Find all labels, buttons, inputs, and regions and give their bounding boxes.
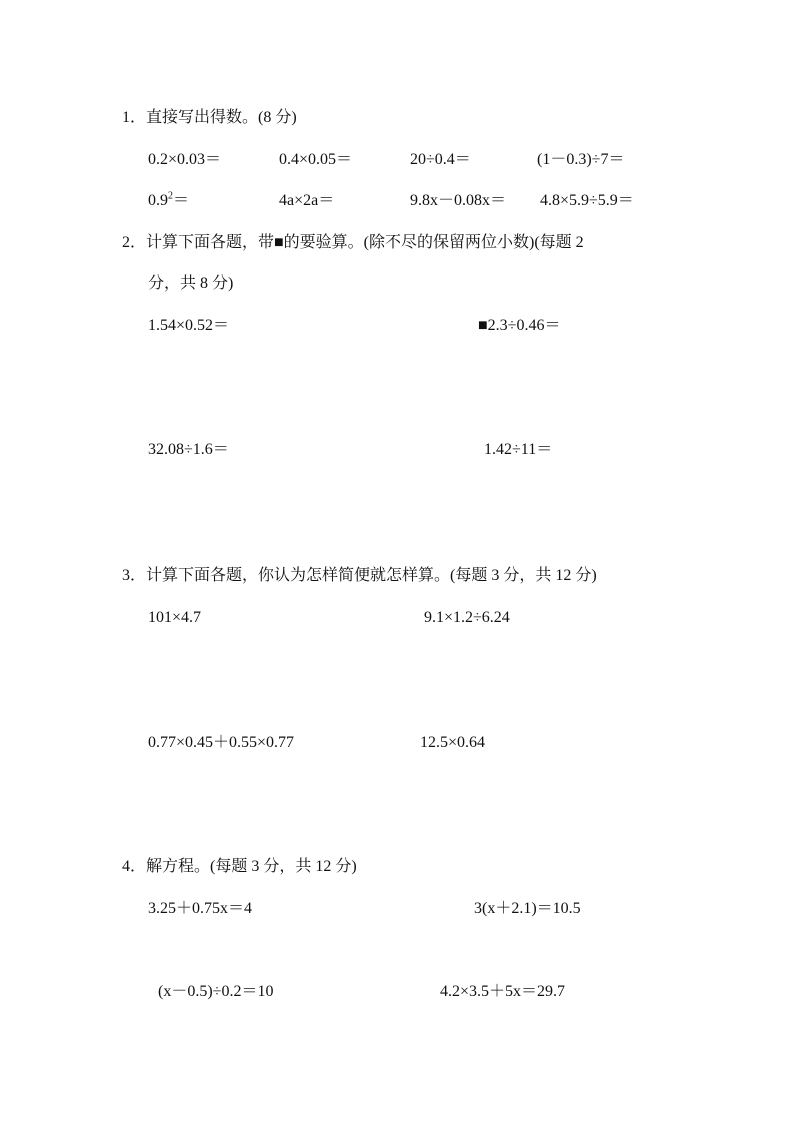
q1-expression-5-base: 0.9: [148, 192, 168, 209]
q1-expression-5-exponent: 2: [168, 190, 173, 202]
q1-expression-8: 4.8×5.9÷5.9＝: [540, 192, 634, 209]
q3-item-4: 12.5×0.64: [420, 734, 486, 751]
q4-equation-1: 3.25＋0.75x＝4: [148, 900, 253, 917]
q1-expression-4: (1－0.3)÷7＝: [537, 151, 625, 168]
q4-equation-3: (x－0.5)÷0.2＝10: [158, 983, 274, 1000]
question-3-title: 3．计算下面各题，你认为怎样简便就怎样算。(每题 3 分，共 12 分): [122, 567, 597, 584]
q2-item-1: 1.54×0.52＝: [148, 317, 230, 334]
q3-item-2: 9.1×1.2÷6.24: [424, 609, 510, 626]
q2-item-3: 32.08÷1.6＝: [148, 441, 229, 458]
q4-equation-2: 3(x＋2.1)＝10.5: [474, 900, 581, 917]
q3-item-1: 101×4.7: [148, 609, 202, 626]
q1-expression-2: 0.4×0.05＝: [279, 151, 353, 168]
q2-item-2: ■2.3÷0.46＝: [478, 317, 561, 334]
q2-item-4: 1.42÷11＝: [484, 441, 553, 458]
question-1-title: 1．直接写出得数。(8 分): [122, 109, 297, 126]
q1-expression-1: 0.2×0.03＝: [148, 151, 222, 168]
q1-expression-7: 9.8x－0.08x＝: [410, 192, 507, 209]
question-2-title-line-2: 分，共 8 分): [148, 275, 234, 292]
q1-expression-3: 20÷0.4＝: [410, 151, 471, 168]
q1-expression-5: [148, 191, 189, 211]
question-2-title-line-1: 2．计算下面各题，带■的要验算。(除不尽的保留两位小数)(每题 2: [122, 234, 584, 251]
q4-equation-4: 4.2×3.5＋5x＝29.7: [440, 983, 566, 1000]
q3-item-3: 0.77×0.45＋0.55×0.77: [148, 734, 295, 751]
q1-expression-5-equals: ＝: [173, 192, 190, 209]
q1-expression-6: 4a×2a＝: [279, 192, 335, 209]
question-4-title: 4．解方程。(每题 3 分，共 12 分): [122, 858, 357, 875]
